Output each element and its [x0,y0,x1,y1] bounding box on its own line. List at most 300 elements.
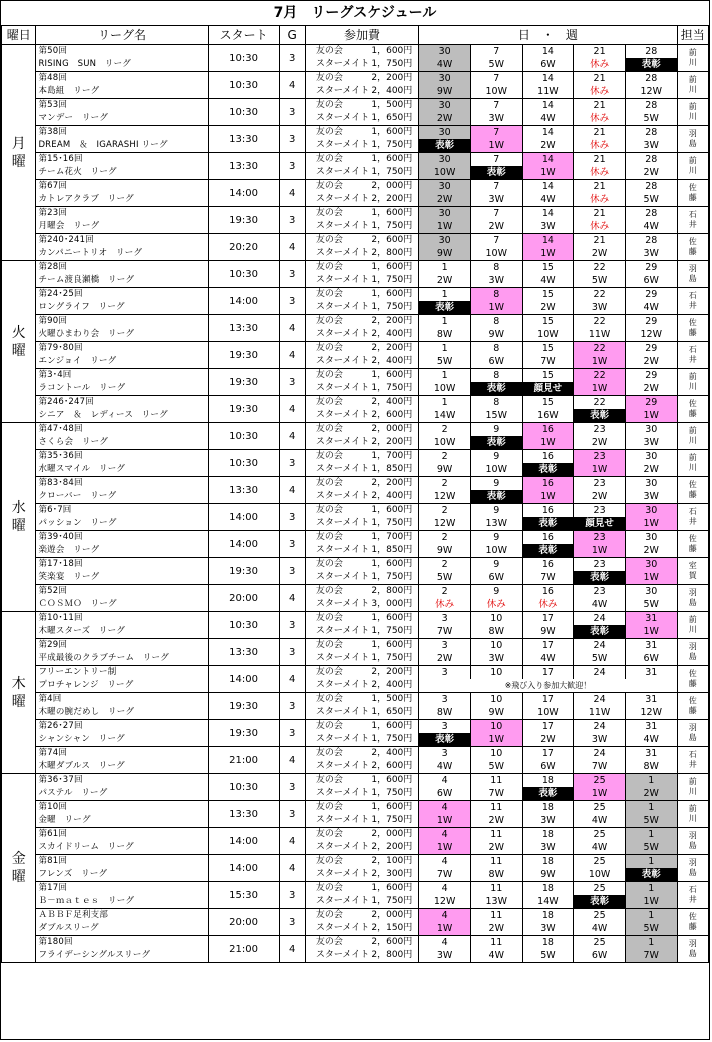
fee-label-star: スターメイト [305,517,350,531]
date-cell: 30 [625,450,677,464]
fee-label-friend: 友の会 [305,423,350,437]
start-time: 13:30 [208,801,279,828]
date-cell: 3 [419,666,471,680]
date-cell: 2 [419,504,471,518]
date-cell: 4 [419,855,471,869]
fee-label-friend: 友の会 [305,342,350,356]
staff-name: 佐 藤 [677,477,708,504]
date-cell: 31 [625,720,677,734]
league-row [2,72,709,86]
league-round: 第240･241回 [36,234,208,248]
fee-label-star: スターメイト [305,868,350,882]
start-time: 20:00 [208,909,279,936]
fee-friend: 1，600円 [350,504,419,518]
date-cell: 18 [522,882,574,896]
week-cell: 1W [419,841,471,855]
week-cell: 14W [522,895,574,909]
league-name: ＣＯＳＭＯ リーグ [36,598,208,612]
staff-name: 羽 島 [677,639,708,666]
week-cell: 4W [522,193,574,207]
league-name: ラコントール リーグ [36,382,208,396]
league-row-second-line [2,247,709,261]
date-cell: 1 [419,288,471,302]
game-count: 4 [279,180,305,207]
week-cell: 6W [470,571,522,585]
game-count: 3 [279,504,305,531]
league-name: エンジョイ リーグ [36,355,208,369]
week-cell: 8W [625,760,677,774]
date-cell: 14 [522,72,574,86]
week-cell: 休み [470,598,522,612]
week-cell: 10W [419,436,471,450]
week-cell: 1W [522,490,574,504]
fee-star: 1，750円 [350,733,419,747]
date-cell: 16 [522,531,574,545]
week-cell: 休み [574,166,626,180]
date-cell: 11 [470,801,522,815]
fee-friend: 1，600円 [350,261,419,275]
start-time: 20:20 [208,234,279,261]
date-cell: 29 [625,315,677,329]
league-name: 木曜ダブルス リーグ [36,760,208,774]
week-cell: 5W [625,112,677,126]
fee-label-friend: 友の会 [305,747,350,761]
week-cell: 10W [470,463,522,477]
fee-label-star: スターメイト [305,544,350,558]
date-cell: 11 [470,774,522,788]
week-cell: 2W [574,247,626,261]
week-cell: 表彰 [574,625,626,639]
week-cell: 2W [470,220,522,234]
league-round: 第6･7回 [36,504,208,518]
league-name: シャンシャン リーグ [36,733,208,747]
week-cell: 11W [574,706,626,720]
week-cell: 7W [625,949,677,963]
week-cell: 3W [625,490,677,504]
date-cell: 4 [419,882,471,896]
fee-label-star: スターメイト [305,355,350,369]
league-row-second-line [2,85,709,99]
date-cell: 21 [574,99,626,113]
game-count: 3 [279,261,305,288]
week-cell: 4W [574,841,626,855]
fee-star: 1，750円 [350,166,419,180]
fee-label-star: スターメイト [305,571,350,585]
date-cell: 7 [470,72,522,86]
week-cell: 10W [470,247,522,261]
league-row [2,45,709,59]
fee-friend: 1，600円 [350,639,419,653]
fee-label-star: スターメイト [305,247,350,261]
league-round: 第35･36回 [36,450,208,464]
week-cell: 1W [625,517,677,531]
league-name: カトレアクラブ リーグ [36,193,208,207]
date-cell: 8 [470,396,522,410]
league-row-second-line [2,436,709,450]
week-cell: 1W [470,733,522,747]
start-time: 19:30 [208,720,279,747]
date-cell: 2 [419,585,471,599]
fee-label-friend: 友の会 [305,693,350,707]
date-cell: 14 [522,45,574,59]
date-cell: 8 [470,369,522,383]
league-name: クローバー リーグ [36,490,208,504]
date-cell: 31 [625,693,677,707]
fee-label-friend: 友の会 [305,261,350,275]
date-cell: 24 [574,720,626,734]
date-cell: 22 [574,396,626,410]
game-count: 3 [279,531,305,558]
week-cell: 7W [522,571,574,585]
week-cell: 9W [470,328,522,342]
date-cell: 8 [470,342,522,356]
league-row [2,477,709,491]
fee-friend: 1，600円 [350,801,419,815]
start-time: 14:00 [208,828,279,855]
fee-label-star: スターメイト [305,760,350,774]
fee-star: 1，750円 [350,139,419,153]
date-cell: 21 [574,153,626,167]
week-cell: 3W [470,112,522,126]
fee-star: 2，400円 [350,328,419,342]
fee-star: 1，750円 [350,787,419,801]
start-time: 13:30 [208,315,279,342]
date-cell: 4 [419,801,471,815]
staff-name: 佐 藤 [677,396,708,423]
fee-label-friend: 友の会 [305,234,350,248]
start-time: 10:30 [208,423,279,450]
start-time: 14:00 [208,666,279,693]
fee-friend: 2，000円 [350,423,419,437]
week-cell: 10W [419,166,471,180]
week-cell: 顔見せ [574,517,626,531]
date-cell: 31 [625,612,677,626]
league-row-second-line [2,922,709,936]
fee-friend: 2，400円 [350,396,419,410]
staff-name: 佐 藤 [677,909,708,936]
date-cell: 25 [574,855,626,869]
week-cell: 2W [419,652,471,666]
date-cell: 15 [522,342,574,356]
fee-label-star: スターメイト [305,787,350,801]
league-row-second-line [2,868,709,882]
date-cell: 23 [574,423,626,437]
week-cell: 2W [522,733,574,747]
league-round: 第28回 [36,261,208,275]
week-cell: 4W [522,112,574,126]
week-cell: 休み [419,598,471,612]
staff-name: 羽 島 [677,855,708,882]
date-cell: 16 [522,450,574,464]
game-count: 3 [279,45,305,72]
date-cell: 22 [574,261,626,275]
date-cell: 21 [574,45,626,59]
week-cell: 10W [419,382,471,396]
fee-friend: 2，000円 [350,828,419,842]
date-cell: 29 [625,288,677,302]
date-cell: 14 [522,180,574,194]
week-cell: 1W [522,247,574,261]
start-time: 10:30 [208,99,279,126]
league-row [2,504,709,518]
fee-friend: 2，000円 [350,180,419,194]
week-cell: 8W [470,868,522,882]
week-cell: 3W [625,436,677,450]
fee-label-friend: 友の会 [305,855,350,869]
date-cell: 29 [625,261,677,275]
fee-star: 1，750円 [350,301,419,315]
game-count: 4 [279,666,305,693]
date-cell: 8 [470,261,522,275]
fee-friend: 1，500円 [350,99,419,113]
game-count: 3 [279,720,305,747]
fee-label-star: スターメイト [305,706,350,720]
week-cell: 表彰 [574,895,626,909]
date-cell: 17 [522,612,574,626]
date-cell: 22 [574,315,626,329]
staff-name: 前 川 [677,450,708,477]
fee-label-friend: 友の会 [305,45,350,59]
league-round: 第67回 [36,180,208,194]
league-round: 第10回 [36,801,208,815]
week-cell: 表彰 [419,301,471,315]
fee-label-friend: 友の会 [305,99,350,113]
fee-star: 1，750円 [350,652,419,666]
week-cell: 表彰 [522,787,574,801]
staff-name: 前 川 [677,612,708,639]
date-cell: 23 [574,531,626,545]
game-count: 3 [279,207,305,234]
date-cell: 24 [574,639,626,653]
league-round: 第53回 [36,99,208,113]
staff-name: 石 井 [677,882,708,909]
week-cell: 5W [470,760,522,774]
date-cell: 30 [419,153,471,167]
date-cell: 21 [574,72,626,86]
week-cell: 4W [625,220,677,234]
league-name: シニア ＆ レディース リーグ [36,409,208,423]
week-cell: 3W [522,922,574,936]
week-cell: 1W [574,382,626,396]
fee-friend: 1，600円 [350,558,419,572]
week-cell: 2W [419,193,471,207]
week-cell: 2W [470,841,522,855]
game-count: 3 [279,909,305,936]
week-cell: 4W [625,733,677,747]
week-cell: 9W [470,706,522,720]
fee-star: 2，300円 [350,868,419,882]
date-cell: 9 [470,423,522,437]
date-cell: 30 [625,477,677,491]
fee-label-friend: 友の会 [305,72,350,86]
week-cell: 6W [419,787,471,801]
league-row-second-line [2,814,709,828]
date-cell: 15 [522,369,574,383]
league-name: ロングライフ リーグ [36,301,208,315]
staff-name: 佐 藤 [677,531,708,558]
fee-friend: 2，200円 [350,72,419,86]
week-cell: 1W [625,625,677,639]
date-cell: 14 [522,153,574,167]
fee-friend: 1，600円 [350,207,419,221]
league-name: 平成最後のクラブチーム リーグ [36,652,208,666]
league-row-second-line [2,301,709,315]
fee-label-friend: 友の会 [305,585,350,599]
date-cell: 10 [470,720,522,734]
staff-name: 石 井 [677,747,708,774]
weekday-label: 金 曜 [2,774,36,963]
fee-star: 2，200円 [350,193,419,207]
date-cell: 28 [625,234,677,248]
date-cell: 1 [625,828,677,842]
fee-star: 2，150円 [350,922,419,936]
league-row-second-line [2,544,709,558]
week-cell: 2W [625,166,677,180]
date-cell: 16 [522,477,574,491]
start-time: 13:30 [208,639,279,666]
league-name: RISING SUN リーグ [36,58,208,72]
start-time: 14:00 [208,504,279,531]
league-round: 第50回 [36,45,208,59]
week-cell: 12W [419,490,471,504]
fee-label-star: スターメイト [305,679,350,693]
fee-label-star: スターメイト [305,733,350,747]
date-cell: 30 [419,99,471,113]
fee-label-friend: 友の会 [305,477,350,491]
fee-star: 2，800円 [350,247,419,261]
fee-star: 2，800円 [350,949,419,963]
fee-friend: 2，800円 [350,585,419,599]
week-cell: 2W [574,490,626,504]
fee-label-star: スターメイト [305,139,350,153]
date-cell: 9 [470,450,522,464]
week-cell: 9W [419,544,471,558]
game-count: 3 [279,99,305,126]
fee-star: 1，750円 [350,517,419,531]
fee-label-star: スターメイト [305,922,350,936]
league-row-second-line [2,679,709,693]
date-cell: 25 [574,828,626,842]
fee-star: 1，750円 [350,220,419,234]
fee-label-friend: 友の会 [305,126,350,140]
date-cell: 1 [419,261,471,275]
date-cell: 18 [522,801,574,815]
week-cell: 7W [419,868,471,882]
week-cell: 2W [625,355,677,369]
week-cell: 表彰 [419,139,471,153]
league-name: フライデーシングルスリーグ [36,949,208,963]
week-cell: 2W [470,814,522,828]
date-cell: 2 [419,450,471,464]
fee-friend: 1，600円 [350,153,419,167]
game-count: 3 [279,639,305,666]
week-cell: 11W [522,85,574,99]
date-cell: 10 [470,612,522,626]
date-cell: 16 [522,585,574,599]
date-cell: 2 [419,531,471,545]
date-cell: 28 [625,72,677,86]
game-count: 4 [279,855,305,882]
fee-friend: 2，600円 [350,936,419,950]
date-cell: 4 [419,936,471,950]
fee-label-friend: 友の会 [305,369,350,383]
staff-name: 石 井 [677,288,708,315]
week-cell: 1W [522,436,574,450]
game-count: 3 [279,450,305,477]
week-cell: 5W [419,571,471,585]
game-count: 4 [279,828,305,855]
header-g: G [279,26,305,45]
league-row [2,180,709,194]
fee-label-friend: 友の会 [305,315,350,329]
start-time: 14:00 [208,855,279,882]
game-count: 3 [279,693,305,720]
week-cell: 5W [625,922,677,936]
date-cell: 3 [419,612,471,626]
week-cell: 8W [470,625,522,639]
week-cell: 表彰 [625,868,677,882]
week-cell: 5W [470,58,522,72]
start-time: 19:30 [208,207,279,234]
league-row [2,882,709,896]
fee-label-star: スターメイト [305,85,350,99]
league-row [2,585,709,599]
league-name: 本島組 リーグ [36,85,208,99]
week-cell: 3W [470,274,522,288]
week-cell: 表彰 [574,409,626,423]
date-cell: 23 [574,558,626,572]
league-round: 第48回 [36,72,208,86]
league-row-second-line [2,139,709,153]
week-cell: 表彰 [574,571,626,585]
fee-star: 1，750円 [350,58,419,72]
fee-label-star: スターメイト [305,193,350,207]
league-round: 第246･247回 [36,396,208,410]
header-fee: 参加費 [305,26,418,45]
week-cell: 休み [574,85,626,99]
fee-friend: 1，600円 [350,612,419,626]
header-staff: 担当 [677,26,708,45]
date-cell: 25 [574,801,626,815]
date-cell: 16 [522,558,574,572]
game-count: 4 [279,585,305,612]
fee-label-friend: 友の会 [305,450,350,464]
fee-label-star: スターメイト [305,463,350,477]
league-row [2,315,709,329]
fee-label-star: スターメイト [305,166,350,180]
league-round: 第3･4回 [36,369,208,383]
league-name: プロチャレンジ リーグ [36,679,208,693]
schedule-table [1,1,709,963]
week-cell: 表彰 [522,517,574,531]
date-cell: 10 [470,639,522,653]
week-cell: 表彰 [470,490,522,504]
date-cell: 14 [522,207,574,221]
staff-name: 室 賀 [677,558,708,585]
week-cell: 休み [574,112,626,126]
league-round: 第15･16回 [36,153,208,167]
league-name: 水曜スマイル リーグ [36,463,208,477]
week-cell: 7W [522,355,574,369]
date-cell: 29 [625,396,677,410]
date-cell: 24 [574,612,626,626]
date-cell: 9 [470,558,522,572]
fee-label-star: スターメイト [305,949,350,963]
date-cell: 14 [522,126,574,140]
staff-name: 前 川 [677,423,708,450]
week-cell: 3W [522,841,574,855]
week-cell: 3W [470,652,522,666]
